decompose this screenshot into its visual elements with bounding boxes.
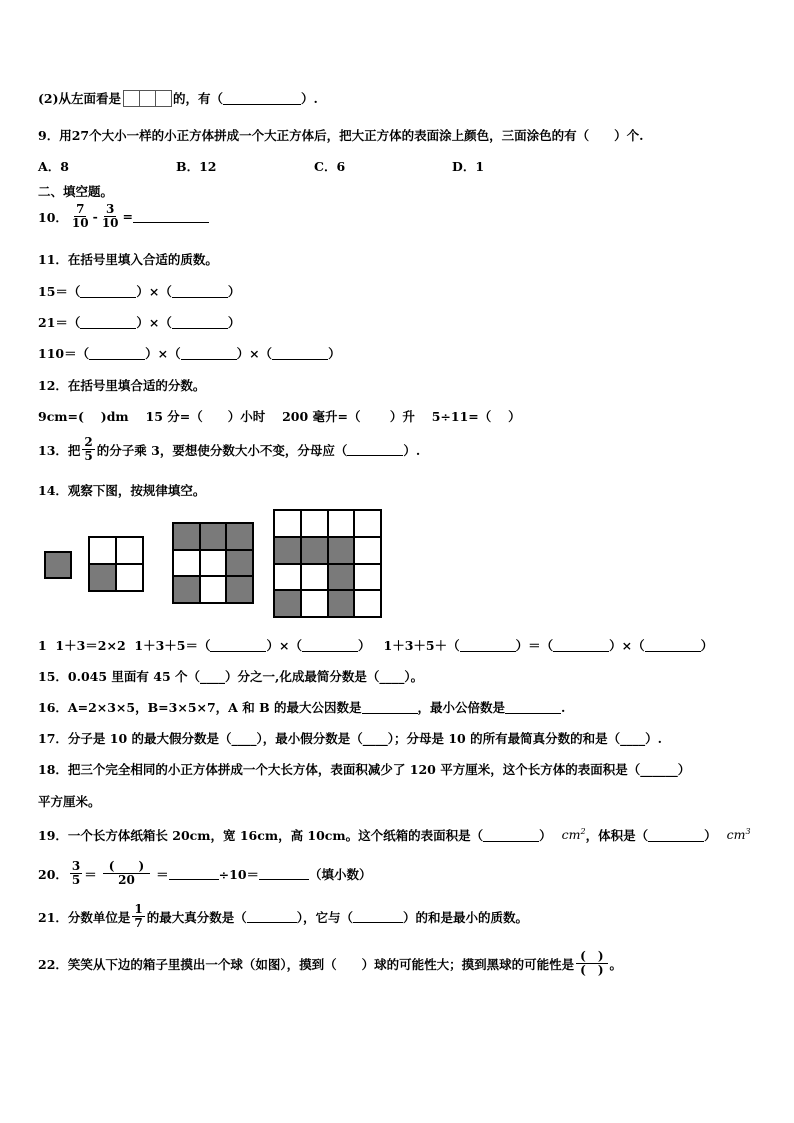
answer-blank[interactable]: [89, 347, 145, 360]
answer-blank[interactable]: [172, 316, 228, 329]
answer-blank[interactable]: [272, 347, 328, 360]
q22: 22．笑笑从下边的箱子里摸出一个球（如图），摸到（ ）球的可能性大；摸到黑球的可能性是 $\frac{( )}{( )}$ 。: [38, 949, 623, 977]
answer-blank[interactable]: [648, 829, 704, 842]
q11-row2: 21＝（ ）×（ ）: [38, 315, 241, 330]
q11-stem: 11．在括号里填入合适的质数。: [38, 252, 218, 267]
q15: 15．0.045 里面有 45 个（____）分之一,化成最简分数是（____）。: [38, 669, 424, 684]
fraction: $\frac{2}{5}$: [84, 435, 93, 463]
q9-options: [38, 157, 484, 175]
answer-blank[interactable]: [353, 910, 403, 923]
q14-sequence: 1 1＋3＝2×2 1＋3＋5＝（ ）×（ ） 1＋3＋5＋（ ）＝（ ）×（ ）: [38, 638, 714, 653]
q10: 10． $\frac{7}{10}$ - $\frac{3}{10}$ =: [38, 203, 209, 230]
answer-blank[interactable]: [505, 701, 561, 714]
answer-blank[interactable]: [172, 285, 228, 298]
answer-blank[interactable]: [483, 829, 539, 842]
answer-blank[interactable]: [80, 285, 136, 298]
option-b[interactable]: B．12: [176, 159, 217, 174]
answer-blank[interactable]: [460, 639, 516, 652]
fraction: $\frac{7}{10}$: [71, 202, 89, 230]
q14-stem: 14．观察下图，按规律填空。: [38, 483, 206, 498]
q18-line2: 平方厘米。: [38, 794, 101, 809]
q9-stem: 9．用27个大小一样的小正方体拼成一个大正方体后，把大正方体的表面涂上颜色，三面涂色的有（ ）个.: [38, 128, 644, 143]
q17: 17．分子是 10 的最大假分数是（____），最小假分数是（____）；分母是 10 的所有最简真分数的和是（____）.: [38, 731, 662, 746]
q8-part2: (2)从左面看是 的，有（ ）.: [38, 91, 318, 106]
answer-blank[interactable]: [247, 910, 297, 923]
option-d[interactable]: D．1: [452, 159, 485, 174]
answer-blank[interactable]: [347, 443, 403, 456]
answer-blank[interactable]: [169, 867, 219, 880]
answer-blank[interactable]: [80, 316, 136, 329]
pattern-figure-4: [273, 509, 382, 618]
fraction: $\frac{3}{10}$: [101, 202, 119, 230]
answer-blank[interactable]: [210, 639, 266, 652]
answer-blank[interactable]: [362, 701, 418, 714]
option-a[interactable]: A．8: [38, 159, 69, 174]
option-c[interactable]: C．6: [314, 159, 346, 174]
q18-line1: 18．把三个完全相同的小正方体拼成一个大长方体，表面积减少了 120 平方厘米，这个长方体的表面积是（______）: [38, 762, 691, 777]
q21: 21．分数单位是 $\frac{1}{7}$ 的最大真分数是（ ），它与（ ）的和是最小的质数。: [38, 902, 529, 930]
answer-blank[interactable]: [302, 639, 358, 652]
answer-blank[interactable]: [553, 639, 609, 652]
q11-row1: 15＝（ ）×（ ）: [38, 284, 241, 299]
q16: 16．A=2×3×5，B=3×5×7，A 和 B 的最大公因数是 ，最小公倍数是 .: [38, 699, 566, 715]
q12-line: 9cm=( )dm 15 分=（ ）小时 200 毫升=（ ）升 5÷11=（ ）: [38, 409, 521, 424]
answer-blank[interactable]: [223, 92, 301, 105]
section-heading: 二、填空题。: [38, 184, 114, 199]
q19: 19．一个长方体纸箱长 20cm，宽 16cm，高 10cm。这个纸箱的表面积是（ ） $cm^2$ ，体积是（ ） $cm^3$: [38, 827, 751, 843]
fraction: $\frac{3}{5}$: [71, 859, 81, 887]
answer-blank[interactable]: [133, 210, 209, 223]
pattern-figure-3: [172, 522, 254, 604]
q11-row3: 110＝（ ）×（ ）×（ ）: [38, 346, 341, 361]
pattern-figure-2: [88, 536, 144, 592]
three-squares-figure: [123, 90, 171, 107]
fraction: $\frac{( )}{( )}$: [576, 950, 607, 977]
q12-stem: 12．在括号里填合适的分数。: [38, 378, 206, 393]
answer-blank[interactable]: [259, 867, 309, 880]
fraction: $\frac{1}{7}$: [134, 902, 143, 930]
answer-blank[interactable]: [181, 347, 237, 360]
q20: 20． $\frac{3}{5}$ ＝ $\frac{( )}{20}$ ＝ ÷10＝ （填小数）: [38, 859, 372, 887]
fraction: $\frac{( )}{20}$: [103, 860, 150, 887]
answer-blank[interactable]: [645, 639, 701, 652]
q13: 13．把 $\frac{2}{5}$ 的分子乘 3，要想使分数大小不变，分母应（ ）.: [38, 435, 421, 463]
pattern-figure-1: [44, 551, 72, 579]
